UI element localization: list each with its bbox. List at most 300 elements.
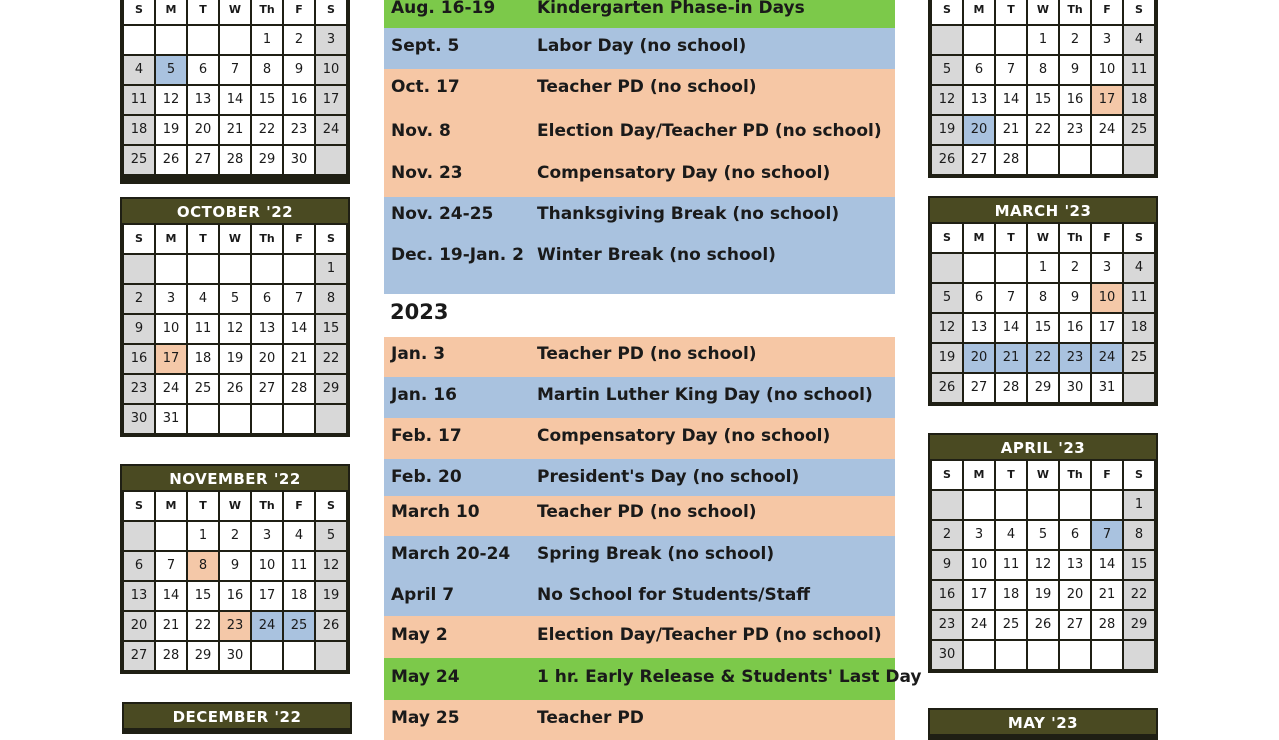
day-cell: 11 xyxy=(124,86,154,114)
day-cell: 13 xyxy=(1060,551,1090,579)
weekday-header: S xyxy=(1124,461,1154,489)
day-cell: 13 xyxy=(124,582,154,610)
event-date: May 2 xyxy=(391,625,448,645)
weekday-header: T xyxy=(996,224,1026,252)
day-cell: 5 xyxy=(932,284,962,312)
event-row xyxy=(384,239,895,294)
day-cell: 21 xyxy=(156,612,186,640)
weekday-header: Th xyxy=(1060,461,1090,489)
calendar-title: NOVEMBER '22 xyxy=(122,466,348,490)
day-cell: 18 xyxy=(188,345,218,373)
event-date: Nov. 23 xyxy=(391,163,463,183)
day-cell: 12 xyxy=(220,315,250,343)
day-cell xyxy=(1060,641,1090,669)
day-cell: 14 xyxy=(1092,551,1122,579)
weekday-header: S xyxy=(932,224,962,252)
event-date: Dec. 19-Jan. 2 xyxy=(391,245,524,265)
day-cell: 8 xyxy=(252,56,282,84)
day-cell: 10 xyxy=(252,552,282,580)
day-cell: 29 xyxy=(252,146,282,174)
day-cell: 23 xyxy=(1060,344,1090,372)
calendar-october-22 xyxy=(120,197,350,437)
day-cell: 1 xyxy=(316,255,346,283)
day-cell: 19 xyxy=(220,345,250,373)
day-cell: 30 xyxy=(220,642,250,670)
day-cell: 26 xyxy=(316,612,346,640)
day-cell: 20 xyxy=(124,612,154,640)
day-cell: 9 xyxy=(1060,284,1090,312)
day-cell: 10 xyxy=(316,56,346,84)
day-cell: 24 xyxy=(156,375,186,403)
day-cell: 20 xyxy=(964,344,994,372)
event-row xyxy=(384,496,895,536)
day-cell: 25 xyxy=(1124,344,1154,372)
event-row xyxy=(384,377,895,418)
event-row xyxy=(384,700,895,740)
day-cell: 15 xyxy=(188,582,218,610)
event-description: Kindergarten Phase-in Days xyxy=(537,0,805,18)
weekday-header: S xyxy=(316,225,346,253)
day-cell: 26 xyxy=(156,146,186,174)
event-description: Compensatory Day (no school) xyxy=(537,426,831,446)
day-cell: 27 xyxy=(964,374,994,402)
day-cell: 3 xyxy=(964,521,994,549)
event-description: 1 hr. Early Release & Students' Last Day xyxy=(537,667,922,687)
event-row xyxy=(384,337,895,377)
day-cell: 28 xyxy=(996,374,1026,402)
day-cell: 6 xyxy=(1060,521,1090,549)
weekday-header: F xyxy=(284,492,314,520)
day-cell: 17 xyxy=(1092,86,1122,114)
day-cell: 11 xyxy=(284,552,314,580)
day-cell: 16 xyxy=(932,581,962,609)
day-cell xyxy=(220,26,250,54)
day-cell xyxy=(1092,146,1122,174)
day-cell: 14 xyxy=(220,86,250,114)
day-cell: 4 xyxy=(1124,26,1154,54)
day-cell: 3 xyxy=(156,285,186,313)
day-cell: 7 xyxy=(996,284,1026,312)
event-date: March 20-24 xyxy=(391,544,511,564)
day-cell: 19 xyxy=(1028,581,1058,609)
day-cell: 2 xyxy=(932,521,962,549)
event-description: No School for Students/Staff xyxy=(537,585,811,605)
day-cell: 4 xyxy=(1124,254,1154,282)
day-cell: 14 xyxy=(996,314,1026,342)
day-cell: 6 xyxy=(964,56,994,84)
day-cell: 11 xyxy=(188,315,218,343)
weekday-header: S xyxy=(1124,0,1154,24)
day-cell: 13 xyxy=(964,86,994,114)
calendar-grid xyxy=(930,222,1156,404)
day-cell: 4 xyxy=(284,522,314,550)
event-description: President's Day (no school) xyxy=(537,467,800,487)
calendar-grid xyxy=(930,734,1156,738)
day-cell: 27 xyxy=(252,375,282,403)
day-cell: 23 xyxy=(220,612,250,640)
day-cell xyxy=(964,491,994,519)
day-cell: 21 xyxy=(1092,581,1122,609)
event-description: Martin Luther King Day (no school) xyxy=(537,385,873,405)
day-cell: 2 xyxy=(1060,26,1090,54)
event-description: Thanksgiving Break (no school) xyxy=(537,204,840,224)
day-cell: 16 xyxy=(1060,86,1090,114)
day-cell: 12 xyxy=(932,314,962,342)
day-cell: 12 xyxy=(156,86,186,114)
event-date: Sept. 5 xyxy=(391,36,460,56)
day-cell: 8 xyxy=(1028,56,1058,84)
weekday-header: Th xyxy=(1060,224,1090,252)
day-cell: 25 xyxy=(1124,116,1154,144)
day-cell xyxy=(284,642,314,670)
event-description: Teacher PD (no school) xyxy=(537,77,757,97)
day-cell: 24 xyxy=(252,612,282,640)
day-cell xyxy=(932,491,962,519)
day-cell xyxy=(964,254,994,282)
calendar-grid xyxy=(122,490,348,672)
event-row xyxy=(384,418,895,459)
day-cell: 4 xyxy=(124,56,154,84)
day-cell: 10 xyxy=(964,551,994,579)
day-cell: 29 xyxy=(316,375,346,403)
day-cell: 16 xyxy=(1060,314,1090,342)
weekday-header: Th xyxy=(252,225,282,253)
day-cell xyxy=(996,254,1026,282)
day-cell: 1 xyxy=(252,26,282,54)
event-description: Teacher PD xyxy=(537,708,644,728)
day-cell: 17 xyxy=(252,582,282,610)
calendar-december-22 xyxy=(122,702,352,734)
day-cell: 6 xyxy=(188,56,218,84)
day-cell xyxy=(932,254,962,282)
day-cell xyxy=(1124,374,1154,402)
event-date: Nov. 8 xyxy=(391,121,451,141)
day-cell: 1 xyxy=(1124,491,1154,519)
day-cell: 1 xyxy=(188,522,218,550)
day-cell: 18 xyxy=(124,116,154,144)
day-cell xyxy=(188,255,218,283)
day-cell xyxy=(220,405,250,433)
day-cell: 11 xyxy=(996,551,1026,579)
day-cell: 17 xyxy=(156,345,186,373)
day-cell: 29 xyxy=(188,642,218,670)
day-cell: 5 xyxy=(316,522,346,550)
day-cell: 22 xyxy=(252,116,282,144)
day-cell: 17 xyxy=(1092,314,1122,342)
weekday-header: S xyxy=(932,461,962,489)
day-cell: 14 xyxy=(284,315,314,343)
event-date: Jan. 3 xyxy=(391,344,446,364)
year-heading-2023: 2023 xyxy=(390,300,449,324)
day-cell: 24 xyxy=(964,611,994,639)
calendar-title: OCTOBER '22 xyxy=(122,199,348,223)
weekday-header: T xyxy=(996,461,1026,489)
weekday-header: S xyxy=(1124,224,1154,252)
weekday-header: S xyxy=(124,0,154,24)
weekday-header: W xyxy=(220,225,250,253)
day-cell: 28 xyxy=(996,146,1026,174)
day-cell xyxy=(1092,491,1122,519)
day-cell: 22 xyxy=(1028,116,1058,144)
day-cell: 23 xyxy=(932,611,962,639)
calendar-grid xyxy=(930,0,1156,176)
day-cell: 20 xyxy=(964,116,994,144)
day-cell: 8 xyxy=(1124,521,1154,549)
day-cell: 19 xyxy=(316,582,346,610)
day-cell: 1 xyxy=(1028,26,1058,54)
weekday-header: F xyxy=(1092,224,1122,252)
event-row xyxy=(384,578,895,616)
day-cell xyxy=(284,405,314,433)
day-cell: 29 xyxy=(1028,374,1058,402)
day-cell: 22 xyxy=(188,612,218,640)
day-cell xyxy=(124,26,154,54)
event-description: Compensatory Day (no school) xyxy=(537,163,831,183)
day-cell xyxy=(220,255,250,283)
weekday-header: M xyxy=(156,225,186,253)
day-cell: 10 xyxy=(1092,56,1122,84)
event-row xyxy=(384,111,895,153)
day-cell: 16 xyxy=(124,345,154,373)
day-cell xyxy=(1028,146,1058,174)
day-cell: 13 xyxy=(252,315,282,343)
day-cell: 18 xyxy=(1124,86,1154,114)
weekday-header: T xyxy=(996,0,1026,24)
event-date: May 25 xyxy=(391,708,460,728)
event-row xyxy=(384,0,895,28)
day-cell: 22 xyxy=(316,345,346,373)
day-cell: 3 xyxy=(1092,254,1122,282)
calendar-february-23 xyxy=(928,0,1158,178)
day-cell: 3 xyxy=(252,522,282,550)
day-cell: 8 xyxy=(188,552,218,580)
day-cell: 1 xyxy=(1028,254,1058,282)
day-cell: 7 xyxy=(156,552,186,580)
weekday-header: F xyxy=(1092,461,1122,489)
day-cell xyxy=(1124,641,1154,669)
weekday-header: W xyxy=(220,0,250,24)
day-cell: 6 xyxy=(252,285,282,313)
day-cell: 30 xyxy=(932,641,962,669)
calendar-may-23 xyxy=(928,708,1158,740)
day-cell: 13 xyxy=(964,314,994,342)
day-cell: 17 xyxy=(316,86,346,114)
day-cell: 20 xyxy=(188,116,218,144)
day-cell: 29 xyxy=(1124,611,1154,639)
day-cell: 4 xyxy=(996,521,1026,549)
calendar-title: DECEMBER '22 xyxy=(124,704,350,728)
day-cell: 12 xyxy=(932,86,962,114)
day-cell: 21 xyxy=(220,116,250,144)
day-cell: 12 xyxy=(1028,551,1058,579)
day-cell: 25 xyxy=(284,612,314,640)
event-description: Election Day/Teacher PD (no school) xyxy=(537,121,882,141)
calendar-september-22 xyxy=(120,0,350,184)
day-cell: 7 xyxy=(220,56,250,84)
day-cell: 23 xyxy=(124,375,154,403)
day-cell xyxy=(996,26,1026,54)
day-cell xyxy=(1060,491,1090,519)
event-date: Nov. 24-25 xyxy=(391,204,494,224)
event-date: May 24 xyxy=(391,667,460,687)
day-cell xyxy=(316,146,346,174)
weekday-header: S xyxy=(316,0,346,24)
day-cell: 24 xyxy=(316,116,346,144)
day-cell: 8 xyxy=(316,285,346,313)
day-cell: 9 xyxy=(932,551,962,579)
weekday-header: T xyxy=(188,225,218,253)
day-cell xyxy=(316,642,346,670)
weekday-header: S xyxy=(124,492,154,520)
day-cell: 27 xyxy=(964,146,994,174)
event-description: Labor Day (no school) xyxy=(537,36,747,56)
event-description: Winter Break (no school) xyxy=(537,245,776,265)
day-cell: 7 xyxy=(996,56,1026,84)
day-cell: 9 xyxy=(220,552,250,580)
day-cell: 12 xyxy=(316,552,346,580)
day-cell: 2 xyxy=(1060,254,1090,282)
event-row xyxy=(384,153,895,197)
weekday-header: F xyxy=(1092,0,1122,24)
weekday-header: W xyxy=(1028,224,1058,252)
weekday-header: Th xyxy=(252,0,282,24)
day-cell: 23 xyxy=(1060,116,1090,144)
event-date: March 10 xyxy=(391,502,480,522)
day-cell: 27 xyxy=(188,146,218,174)
day-cell: 2 xyxy=(220,522,250,550)
day-cell: 14 xyxy=(996,86,1026,114)
event-description: Election Day/Teacher PD (no school) xyxy=(537,625,882,645)
weekday-header: T xyxy=(188,0,218,24)
day-cell: 30 xyxy=(1060,374,1090,402)
weekday-header: S xyxy=(316,492,346,520)
weekday-header: F xyxy=(284,0,314,24)
calendar-april-23 xyxy=(928,433,1158,673)
day-cell: 28 xyxy=(156,642,186,670)
day-cell: 26 xyxy=(1028,611,1058,639)
event-row xyxy=(384,658,922,700)
day-cell xyxy=(1092,641,1122,669)
weekday-header: M xyxy=(156,492,186,520)
day-cell xyxy=(252,405,282,433)
event-description: Teacher PD (no school) xyxy=(537,344,757,364)
day-cell: 11 xyxy=(1124,56,1154,84)
day-cell: 5 xyxy=(156,56,186,84)
day-cell: 21 xyxy=(996,344,1026,372)
day-cell: 26 xyxy=(932,146,962,174)
day-cell: 19 xyxy=(932,116,962,144)
event-date: Aug. 16-19 xyxy=(391,0,496,18)
day-cell: 19 xyxy=(932,344,962,372)
day-cell: 14 xyxy=(156,582,186,610)
day-cell: 9 xyxy=(124,315,154,343)
day-cell: 16 xyxy=(220,582,250,610)
weekday-header: Th xyxy=(252,492,282,520)
event-row xyxy=(384,197,895,239)
day-cell: 21 xyxy=(284,345,314,373)
event-description: Spring Break (no school) xyxy=(537,544,775,564)
weekday-header: S xyxy=(124,225,154,253)
weekday-header: M xyxy=(156,0,186,24)
day-cell xyxy=(124,255,154,283)
day-cell: 15 xyxy=(316,315,346,343)
day-cell xyxy=(252,642,282,670)
day-cell: 22 xyxy=(1028,344,1058,372)
day-cell: 22 xyxy=(1124,581,1154,609)
day-cell: 6 xyxy=(124,552,154,580)
day-cell: 25 xyxy=(124,146,154,174)
day-cell: 7 xyxy=(1092,521,1122,549)
weekday-header: S xyxy=(932,0,962,24)
day-cell: 30 xyxy=(284,146,314,174)
day-cell: 20 xyxy=(1060,581,1090,609)
day-cell: 11 xyxy=(1124,284,1154,312)
day-cell: 3 xyxy=(316,26,346,54)
day-cell: 5 xyxy=(220,285,250,313)
day-cell xyxy=(1028,641,1058,669)
day-cell: 25 xyxy=(188,375,218,403)
day-cell xyxy=(284,255,314,283)
weekday-header: M xyxy=(964,224,994,252)
event-row xyxy=(384,536,895,578)
day-cell: 24 xyxy=(1092,116,1122,144)
day-cell: 17 xyxy=(964,581,994,609)
day-cell: 28 xyxy=(1092,611,1122,639)
day-cell xyxy=(188,405,218,433)
day-cell: 31 xyxy=(156,405,186,433)
event-row xyxy=(384,28,895,69)
day-cell: 6 xyxy=(964,284,994,312)
calendar-grid xyxy=(122,223,348,435)
day-cell: 18 xyxy=(284,582,314,610)
day-cell: 16 xyxy=(284,86,314,114)
event-date: April 7 xyxy=(391,585,455,605)
day-cell: 28 xyxy=(220,146,250,174)
day-cell: 23 xyxy=(284,116,314,144)
day-cell: 13 xyxy=(188,86,218,114)
day-cell: 27 xyxy=(1060,611,1090,639)
day-cell xyxy=(156,255,186,283)
day-cell xyxy=(156,522,186,550)
event-description: Teacher PD (no school) xyxy=(537,502,757,522)
day-cell: 18 xyxy=(1124,314,1154,342)
day-cell: 10 xyxy=(1092,284,1122,312)
calendar-grid xyxy=(122,0,348,176)
day-cell: 15 xyxy=(1028,86,1058,114)
day-cell: 25 xyxy=(996,611,1026,639)
day-cell: 26 xyxy=(220,375,250,403)
weekday-header: F xyxy=(284,225,314,253)
event-row xyxy=(384,616,895,658)
day-cell: 21 xyxy=(996,116,1026,144)
day-cell: 18 xyxy=(996,581,1026,609)
day-cell: 27 xyxy=(124,642,154,670)
day-cell xyxy=(964,641,994,669)
day-cell: 24 xyxy=(1092,344,1122,372)
day-cell xyxy=(316,405,346,433)
day-cell: 9 xyxy=(1060,56,1090,84)
weekday-header: Th xyxy=(1060,0,1090,24)
day-cell: 10 xyxy=(156,315,186,343)
day-cell: 2 xyxy=(124,285,154,313)
event-date: Jan. 16 xyxy=(391,385,457,405)
calendar-title: MAY '23 xyxy=(930,710,1156,734)
day-cell: 7 xyxy=(284,285,314,313)
day-cell xyxy=(1060,146,1090,174)
event-date: Feb. 17 xyxy=(391,426,462,446)
weekday-header: W xyxy=(1028,461,1058,489)
calendar-grid xyxy=(930,459,1156,671)
